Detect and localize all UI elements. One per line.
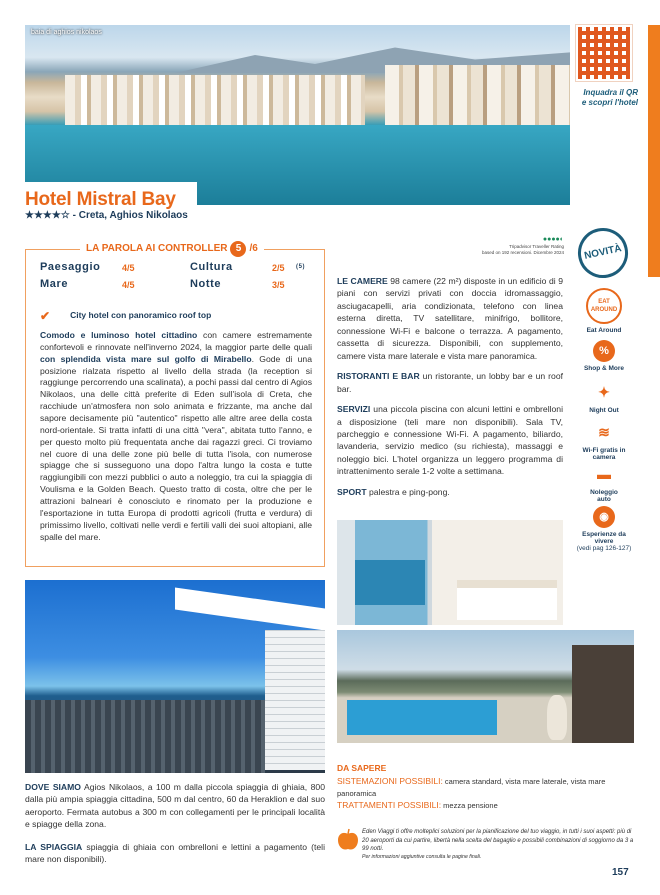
section-servizi: SERVIZI una piccola piscina con alcuni lettini e ombrelloni a disposizione (teli mare non disponibili). Sala TV, parcheggio e connessione Wi-Fi. A pagamento, biliardo, lavanderia, servizio medico (su richiesta), massaggi e noleggio bici. L'hotel organizza un leggero programma di intrattenimento serale 1-2 volte a settimana.	[337, 404, 563, 477]
room-photo	[337, 520, 563, 625]
section-dove-siamo: DOVE SIAMO Agios Nikolaos, a 100 m dalla piccola spiaggia di ghiaia, 800 dalla più ampia spiaggia cittadina, 500 m dal centro, 60 da Heraklion e dal suo aeroporto. Fermata autobus a 300 m con collegamenti per le principali località e spiagge della zona.	[25, 782, 325, 830]
hotel-location	[25, 209, 188, 223]
highlight-line: ✔ City hotel con panoramico roof top	[40, 309, 212, 323]
rating-cultura: Cultura	[190, 261, 233, 273]
star-rating: ★★★★☆	[25, 210, 70, 221]
qr-code[interactable]	[576, 25, 636, 81]
location-text: - Creta, Aghios Nikolaos	[72, 210, 188, 221]
town-buildings	[65, 75, 365, 130]
section-color-bar	[648, 25, 660, 277]
score-total: /6	[249, 243, 258, 255]
novita-badge: NOVITÀ	[573, 223, 632, 282]
rating-paesaggio: Paesaggio	[40, 261, 101, 273]
experience-icon: ◉	[593, 506, 615, 528]
eat-around-icon: EAT AROUND	[586, 288, 622, 324]
details-column	[337, 275, 563, 506]
hero-caption: baia di aghios nikolaos	[31, 29, 102, 36]
pool-photo	[337, 630, 634, 743]
section-ristoranti: RISTORANTI E BAR un ristorante, un lobby bar e un roof bar.	[337, 371, 563, 394]
page-number: 157	[612, 867, 629, 878]
night-out-icon: ✦	[598, 384, 610, 401]
feature-shop: % Shop & More	[574, 340, 634, 374]
qr-caption: Inquadra il QR e scopri l'hotel	[581, 88, 638, 108]
good-to-know: DA SAPERE SISTEMAZIONI POSSIBILI: camera standard, vista mare laterale, vista mare panoramica TRATTAMENTI POSSIBILI: mezza pensione	[337, 762, 634, 812]
apple-logo-icon	[337, 828, 359, 852]
qr-code-icon	[576, 25, 632, 81]
rating-notte: Notte	[190, 278, 222, 290]
feature-car-rental: ▬ Noleggio auto	[574, 464, 634, 503]
hero-photo	[25, 25, 570, 205]
section-sport: SPORT palestra e ping-pong.	[337, 486, 450, 497]
shopping-bag-icon: %	[593, 340, 615, 362]
feature-night-out: ✦ Night Out	[574, 382, 634, 416]
rating-mare: Mare	[40, 278, 69, 290]
sapere-heading: DA SAPERE	[337, 763, 387, 773]
controller-heading: LA PAROLA AI CONTROLLER 5 /6	[80, 241, 264, 257]
hotel-description: Comodo e luminoso hotel cittadino con camere estremamente confortevoli e rinnovate nell'inverno 2024, la maggior parte delle quali con splendida vista mare sul golfo di Mirabello. Gode di una posizione rialzata rispetto al livello della strada (la reception si raggiunge percorrendo una scalinata), a pochi passi dal centro di Agios Nikolaos, una delle città preferite di Eden sull'isola di Creta, che racchiude un'atmosfera non solo animata e frizzante, ma anche dal sapore decisamente più "autentico" rispetto alle altre aree della costa nord-orientale. Si tratta infatti di una città "vera", abitata tutto l'anno, e per questo molto più frequentata anche dai ragazzi greci. Ci troviamo nel cuore di una delle zone più belle di tutta l'isola, con numerose spiagge che si susseguono una dopo l'altra lungo la costa e tutte raggiungibili con mezzi pubblici o auto a noleggio, tra cui la spiaggia di Voulisma e la Golden Beach. Questo tratto di costa, oltre che per le attrazioni balneari è conosciuto e rinomato per la produzione e l'esportazione in tutta Europa di prodotti agricoli (frutta e verdura) di primissimo livello, coltivati nelle verdi e fertili valli dei suoi altopiani, alle spalle del mare.	[40, 330, 313, 542]
tripadvisor-rating: ●●●●◐ Tripadvisor Traveller Rating based on 192 recensioni. Dicembre 2024	[474, 236, 564, 255]
tripadvisor-dots-icon: ●●●●◐	[542, 236, 564, 243]
location-info	[25, 781, 325, 876]
feature-eat-around: EAT AROUND Eat Around	[574, 288, 634, 336]
eden-note: Eden Viaggi ti offre molteplici soluzioni per la pianificazione del tuo viaggio, in tutti i suoi aspetti: più di 20 aeroporti da cui partire, libertà nella scelta del bagaglio e possibili combinazioni di soggiorno da 3 a 99 notti. Per informazioni aggiuntive consulta le pagine finali.	[362, 829, 634, 861]
section-camere: LE CAMERE 98 camere (22 m²) disposte in un edificio di 9 piani con servizi privati con doccia idromassaggio, asciugacapelli, aria condizionata, telefono con linea esterna diretta, TV satellitare, minifrigo, bollitore, connessione Wi-Fi e balcone o terrazza. A pagamento, cassetta di sicurezza. Disponibili, con supplemento, camere vista mare laterale e vista mare panoramica.	[337, 276, 563, 361]
section-spiaggia: LA SPIAGGIA spiaggia di ghiaia con ombrelloni e lettini a pagamento (teli mare non disponibili).	[25, 841, 325, 865]
car-icon: ▬	[597, 466, 611, 483]
wifi-bed-icon: ≋	[598, 424, 610, 441]
feature-wifi: ≋ Wi-Fi gratis in camera	[574, 422, 634, 461]
rooftop-photo	[25, 580, 325, 773]
feature-experiences: ◉ Esperienze da vivere (vedi pag 126-127)	[574, 506, 634, 554]
score-badge: 5	[230, 241, 246, 257]
hotel-title: Hotel Mistral Bay	[25, 189, 176, 210]
rating-note: (5)	[296, 264, 306, 270]
checkmark-icon: ✔	[40, 309, 51, 323]
